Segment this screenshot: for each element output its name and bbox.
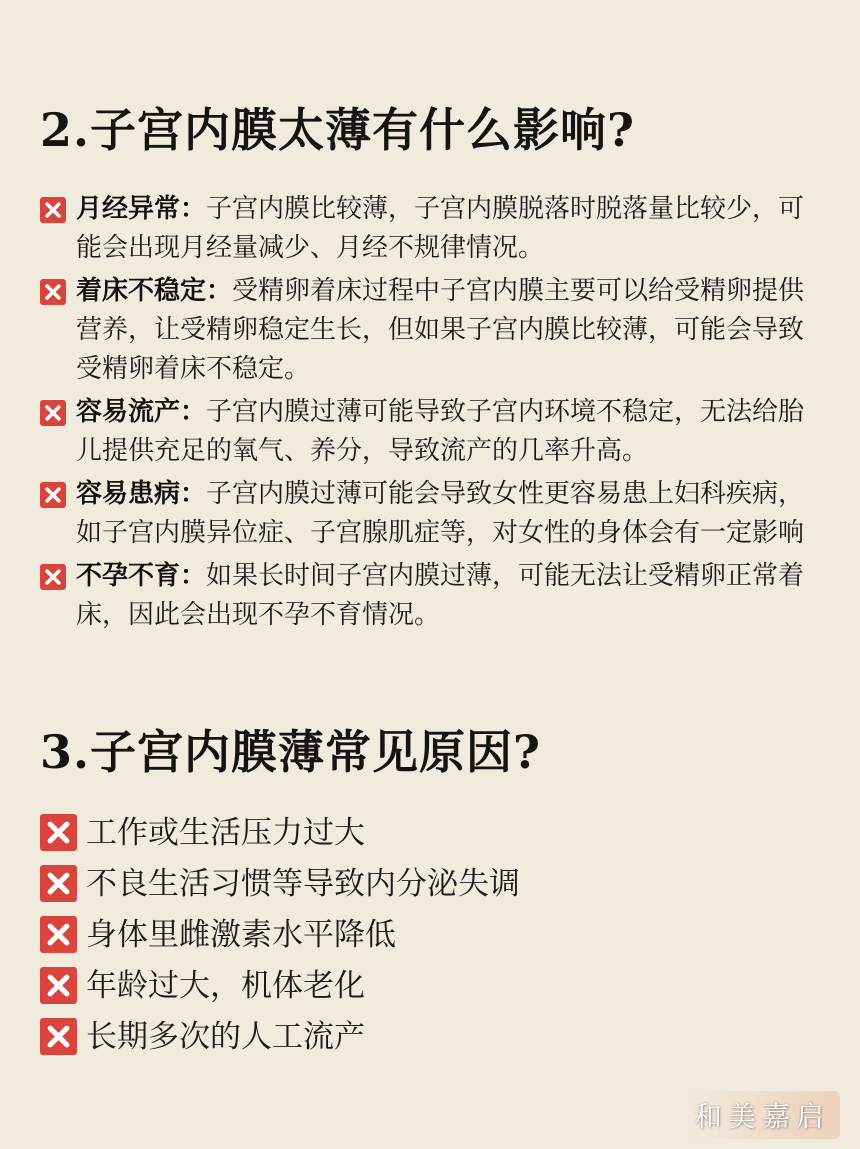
item-text: 年龄过大，机体老化 <box>86 968 365 1004</box>
item-text: 子宫内膜比较薄，子宫内膜脱落时脱落量比较少，可能会出现月经量减少、月经不规律情况。 <box>76 194 805 263</box>
list-item <box>40 272 820 389</box>
causes-list <box>40 808 820 1063</box>
cross-mark-icon <box>40 279 66 305</box>
item-term: 容易流产： <box>76 397 207 427</box>
section-title-effects: 2.子宫内膜太薄有什么影响? <box>40 103 635 157</box>
effects-list <box>40 190 820 639</box>
list-item <box>40 859 820 910</box>
item-text: 子宫内膜过薄可能会导致女性更容易患上妇科疾病，如子宫内膜异位症、子宫腺肌症等，对女性的身体会有一定影响 <box>76 479 805 548</box>
item-text: 子宫内膜过薄可能导致子宫内环境不稳定，无法给胎儿提供充足的氧气、养分，导致流产的几率升高。 <box>76 397 805 466</box>
item-text: 工作或生活压力过大 <box>86 815 365 851</box>
item-text: 如果长时间子宫内膜过薄，可能无法让受精卵正常着床，因此会出现不孕不育情况。 <box>76 561 805 630</box>
list-item <box>40 190 820 268</box>
cross-mark-icon <box>40 865 77 902</box>
section-title-causes: 3.子宫内膜薄常见原因? <box>40 725 541 779</box>
list-item <box>40 475 820 553</box>
list-item <box>40 557 820 635</box>
cross-mark-icon <box>40 564 66 590</box>
list-item <box>40 1012 820 1063</box>
cross-mark-icon <box>40 967 77 1004</box>
item-term: 不孕不育： <box>76 561 207 591</box>
item-text: 受精卵着床过程中子宫内膜主要可以给受精卵提供营养，让受精卵稳定生长，但如果子宫内膜比较薄，可能会导致受精卵着床不稳定。 <box>76 276 805 384</box>
item-term: 容易患病： <box>76 479 207 509</box>
cross-mark-icon <box>40 1018 77 1055</box>
list-item <box>40 808 820 859</box>
cross-mark-icon <box>40 482 66 508</box>
cross-mark-icon <box>40 400 66 426</box>
watermark: 和美嘉启 <box>684 1091 840 1139</box>
cross-mark-icon <box>40 197 66 223</box>
item-text: 不良生活习惯等导致内分泌失调 <box>86 866 520 902</box>
item-term: 着床不稳定： <box>76 276 233 306</box>
cross-mark-icon <box>40 916 77 953</box>
item-term: 月经异常： <box>76 194 207 224</box>
cross-mark-icon <box>40 814 77 851</box>
item-text: 身体里雌激素水平降低 <box>86 917 396 953</box>
list-item <box>40 910 820 961</box>
list-item <box>40 393 820 471</box>
item-text: 长期多次的人工流产 <box>86 1019 365 1055</box>
list-item <box>40 961 820 1012</box>
